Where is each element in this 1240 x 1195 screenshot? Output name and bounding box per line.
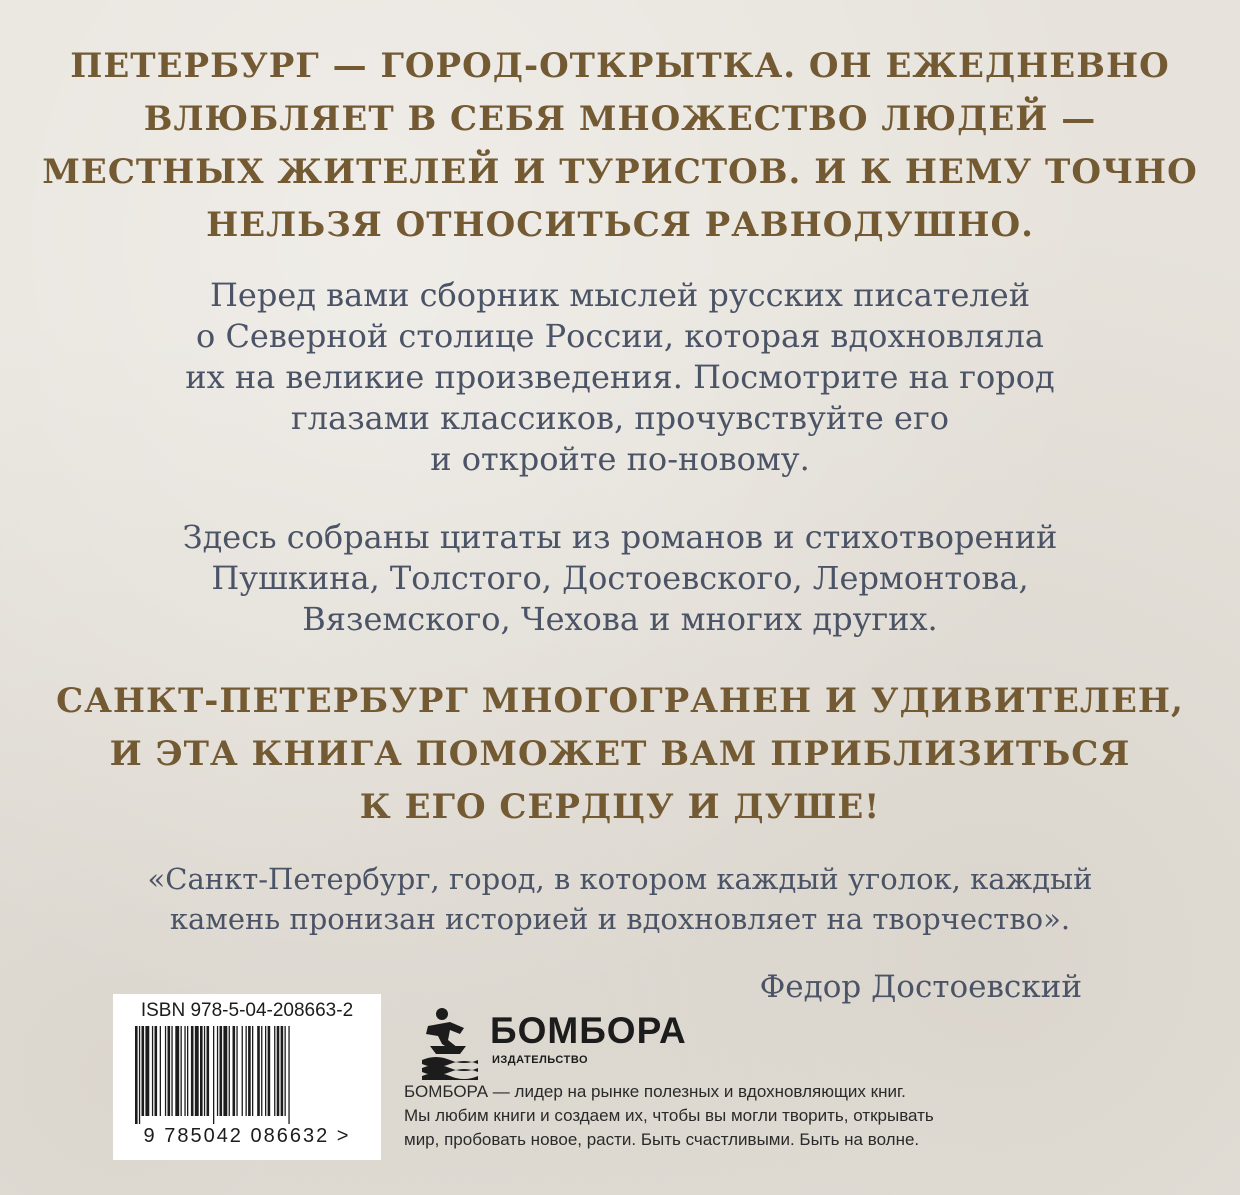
publisher-blurb-line: Мы любим книги и создаем их, чтобы вы могли творить, открывать <box>404 1106 934 1125</box>
publisher-name: БОМБОРА <box>490 1010 687 1051</box>
publisher-blurb-line: БОМБОРА — лидер на рынке полезных и вдохновляющих книг. <box>404 1082 906 1101</box>
isbn-barcode-block <box>113 994 381 1160</box>
isbn-label: ISBN 978-5-04-208663-2 <box>140 1000 354 1021</box>
quote-line: камень пронизан историей и вдохновляет на творчество». <box>169 902 1071 936</box>
description-line: Здесь собраны цитаты из романов и стихотворений <box>182 518 1058 556</box>
closing-heading-line: И ЭТА КНИГА ПОМОЖЕТ ВАМ ПРИБЛИЗИТЬСЯ <box>109 734 1131 774</box>
intro-heading-line: МЕСТНЫХ ЖИТЕЛЕЙ И ТУРИСТОВ. И К НЕМУ ТОЧНО <box>42 152 1198 192</box>
intro-heading <box>0 40 1240 252</box>
description-line: Пушкина, Толстого, Достоевского, Лермонтова, <box>211 559 1029 597</box>
description-line: их на великие произведения. Посмотрите на город <box>185 358 1055 396</box>
publisher-subtitle: ИЗДАТЕЛЬСТВО <box>492 1054 589 1066</box>
closing-heading <box>0 675 1240 834</box>
quote-line: «Санкт-Петербург, город, в котором каждый уголок, каждый <box>147 862 1093 896</box>
intro-heading-line: ПЕТЕРБУРГ — ГОРОД-ОТКРЫТКА. ОН ЕЖЕДНЕВНО <box>70 46 1170 86</box>
barcode-digits: 9 785042 086632 > <box>143 1125 351 1147</box>
quote-text <box>0 859 1240 939</box>
intro-heading-line: ВЛЮБЛЯЕТ В СЕБЯ МНОЖЕСТВО ЛЮДЕЙ — <box>143 99 1097 139</box>
description-line: и откройте по-новому. <box>430 440 810 478</box>
quote-author: Федор Достоевский <box>759 969 1082 1005</box>
description-line: глазами классиков, прочувствуйте его <box>291 399 949 437</box>
publisher-blurb <box>404 1080 934 1152</box>
description-paragraph-1 <box>0 275 1240 480</box>
description-line: Перед вами сборник мыслей русских писателей <box>209 276 1031 314</box>
publisher-logo-icon <box>420 1006 482 1080</box>
closing-heading-line: САНКТ-ПЕТЕРБУРГ МНОГОГРАНЕН И УДИВИТЕЛЕН, <box>56 681 1184 721</box>
closing-heading-line: К ЕГО СЕРДЦУ И ДУШЕ! <box>359 787 881 827</box>
description-line: Вяземского, Чехова и многих других. <box>302 600 938 638</box>
description-paragraph-2 <box>0 517 1240 640</box>
description-line: о Северной столице России, которая вдохновляла <box>196 317 1044 355</box>
barcode-image <box>135 1026 359 1124</box>
publisher-blurb-line: мир, пробовать новое, расти. Быть счастливыми. Быть на волне. <box>404 1130 920 1149</box>
intro-heading-line: НЕЛЬЗЯ ОТНОСИТЬСЯ РАВНОДУШНО. <box>206 205 1034 245</box>
